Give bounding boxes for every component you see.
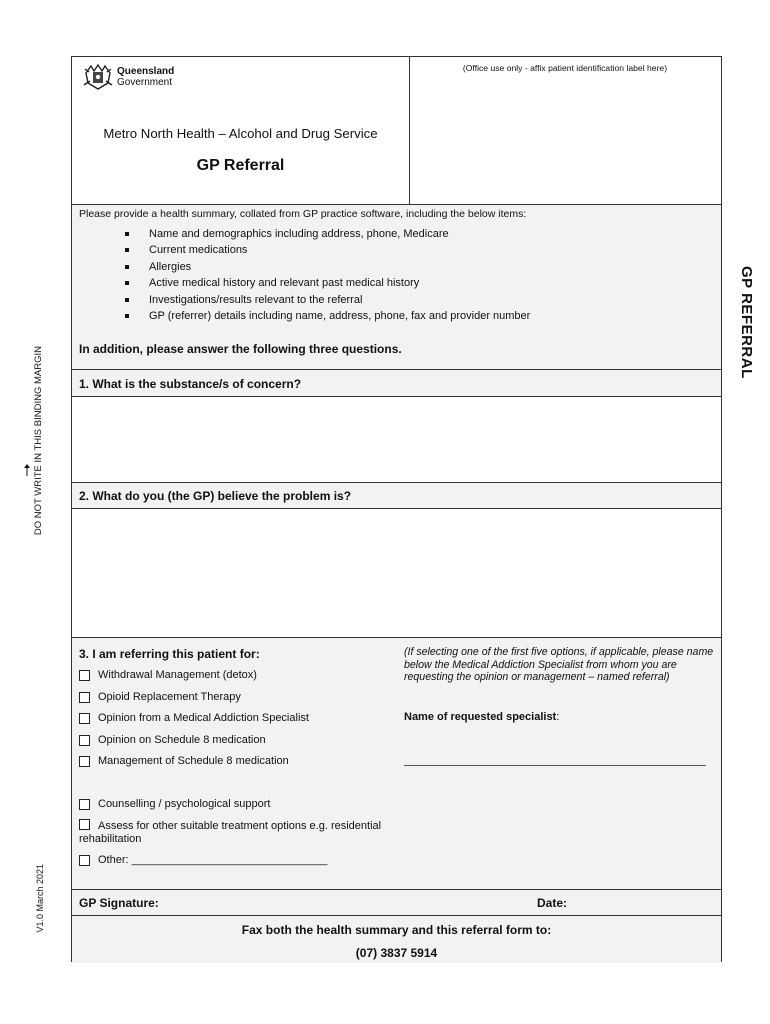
checkbox[interactable] [79,692,90,703]
summary-item-list [122,226,530,324]
option-label: Assess for other suitable treatment options e.g. residential rehabilitation [79,820,382,845]
side-title: GP REFERRAL [738,266,755,379]
requested-specialist-field[interactable] [404,765,706,766]
list-item: Current medications [122,242,530,258]
question-2-label: 2. What do you (the GP) believe the problem is? [72,482,721,509]
signature-row [72,889,721,915]
fax-number: (07) 3837 5914 [355,946,438,960]
checkbox[interactable] [79,735,90,746]
option-other[interactable] [79,854,327,866]
question-3-label: 3. I am referring this patient for: [79,647,260,661]
logo-text-government: Government [117,77,173,88]
option-opioid-replacement[interactable] [79,691,241,703]
checkbox[interactable] [79,819,90,830]
option-withdrawal-management[interactable] [79,669,257,681]
fax-instruction-text: Fax both the health summary and this referral form to: [241,923,552,937]
question-2-answer-field[interactable] [72,509,721,637]
list-item: Investigations/results relevant to the referral [122,292,530,308]
checkbox[interactable] [79,713,90,724]
checkbox[interactable] [79,799,90,810]
option-label: Opioid Replacement Therapy [98,691,241,703]
form-header [72,57,721,204]
option-addiction-specialist-opinion[interactable] [79,712,309,724]
list-item: Active medical history and relevant past medical history [122,275,530,291]
option-label: Counselling / psychological support [98,798,271,810]
option-label: Management of Schedule 8 medication [98,755,289,767]
question-3-section [72,637,721,889]
list-item: GP (referrer) details including name, address, phone, fax and provider number [122,308,530,324]
arrow-up-icon [22,464,32,476]
summary-intro: Please provide a health summary, collated from GP practice software, including the below items: [79,208,527,220]
form-title: GP Referral [196,157,285,174]
option-schedule-8-opinion[interactable] [79,734,266,746]
checkbox[interactable] [79,756,90,767]
option-label: Opinion on Schedule 8 medication [98,734,266,746]
date-label: Date: [537,896,568,910]
checkbox[interactable] [79,855,90,866]
option-counselling[interactable] [79,798,270,810]
binding-margin-note: DO NOT WRITE IN THIS BINDING MARGIN [33,346,44,536]
named-referral-note: (If selecting one of the first five options, if applicable, please name below the Medical Addiction Specialist from whom you are requesting the opinion or management – named referral) [404,646,714,684]
question-1-label: 1. What is the substance/s of concern? [72,369,721,397]
patient-label-area: (Office use only - affix patient identification label here) [462,63,668,73]
question-1-answer-field[interactable] [72,397,721,482]
option-label: Opinion from a Medical Addiction Specialist [98,712,309,724]
requested-specialist-label: Name of requested specialist: [404,711,560,723]
option-other-treatment[interactable] [79,819,389,846]
fax-instructions [72,915,721,963]
additional-questions-note: In addition, please answer the following three questions. [79,342,402,356]
coat-of-arms-icon [82,63,114,91]
gp-signature-label: GP Signature: [79,896,159,910]
option-schedule-8-management[interactable] [79,755,289,767]
header-left [72,57,410,204]
logo-text-queensland: Queensland [117,66,175,77]
qld-government-logo [82,63,174,91]
option-label: Other: ________________________________ [98,854,328,866]
list-item: Name and demographics including address, phone, Medicare [122,226,530,242]
checkbox[interactable] [79,670,90,681]
option-label: Withdrawal Management (detox) [98,669,257,681]
list-item: Allergies [122,259,530,275]
health-summary-section [72,204,721,369]
service-name: Metro North Health – Alcohol and Drug Service [103,126,378,141]
version-label: V1.0 March 2021 [35,864,45,933]
referral-form [71,56,722,962]
